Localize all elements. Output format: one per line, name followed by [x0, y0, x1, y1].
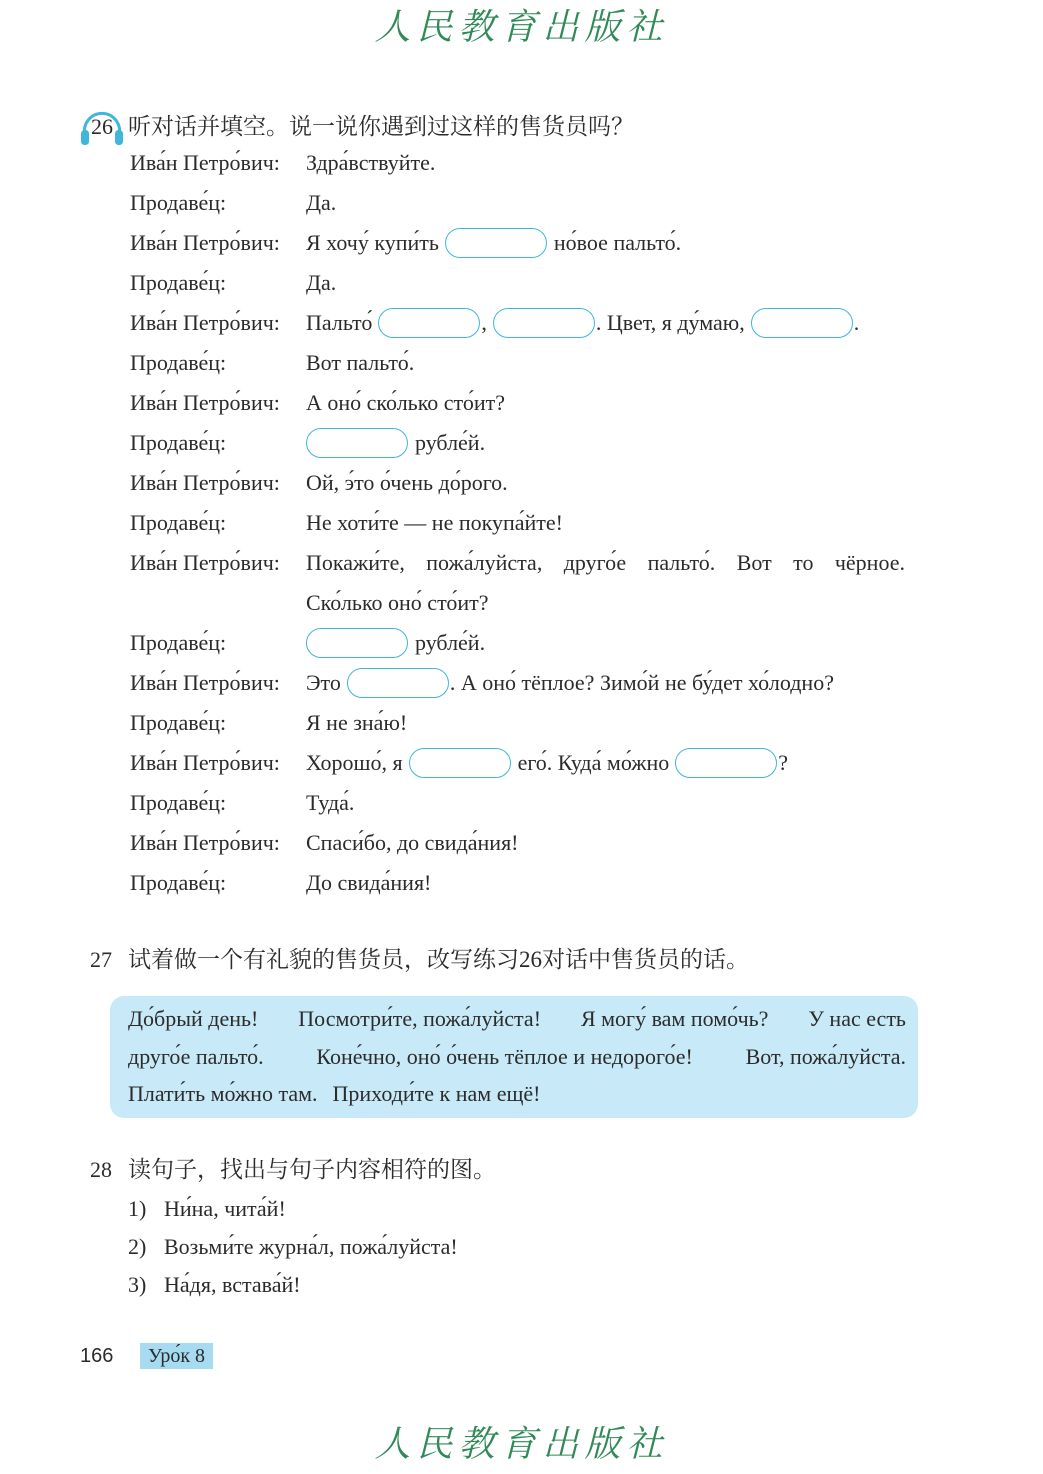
speaker-label: Ива́н Петро́вич: — [130, 310, 280, 335]
line-text — [306, 423, 485, 463]
text-segment: но́вое пальто́. — [553, 230, 682, 255]
line-text — [306, 623, 485, 663]
speaker-label: Продаве́ц: — [130, 270, 227, 295]
list-item — [128, 1190, 286, 1228]
list-item — [128, 1266, 301, 1304]
answer-blank — [347, 668, 449, 698]
text-segment: Вот пальто́. — [306, 350, 415, 375]
dialogue — [130, 143, 920, 903]
text-segment: Ско́лько оно́ сто́ит? — [306, 590, 489, 615]
dialogue-line — [130, 823, 920, 863]
text-segment: Спаси́бо, до свида́ния! — [306, 830, 519, 855]
speaker-label: Продаве́ц: — [130, 790, 227, 815]
exercise-26-number: 26 — [91, 114, 113, 139]
text-segment: ? — [778, 750, 789, 775]
phrase: Приходи́те к нам ещё! — [332, 1081, 541, 1106]
speaker-label: Ива́н Петро́вич: — [130, 550, 280, 575]
speaker-label: Продаве́ц: — [130, 430, 227, 455]
box-line — [128, 1038, 906, 1076]
text-segment: Я не зна́ю! — [306, 710, 408, 735]
dialogue-line — [130, 623, 920, 663]
text-segment: его́. Куда́ мо́жно — [517, 750, 670, 775]
item-number: 1) — [128, 1196, 147, 1221]
dialogue-line — [130, 423, 920, 463]
line-text — [306, 703, 407, 743]
line-text — [306, 743, 788, 783]
text-segment: А оно́ ско́лько сто́ит? — [306, 390, 506, 415]
text-segment: Не хоти́те — не покупа́йте! — [306, 510, 563, 535]
dialogue-line — [130, 783, 920, 823]
page-number: 166 — [80, 1345, 114, 1367]
line-text — [306, 383, 505, 423]
box-line — [128, 1075, 906, 1113]
phrase: До́брый день! — [128, 1006, 259, 1031]
text-segment: Да. — [306, 190, 337, 215]
phrase: Посмотри́те, пожа́луйста! — [298, 1006, 542, 1031]
text-segment: Здра́вствуйте. — [306, 150, 436, 175]
dialogue-line — [130, 383, 920, 423]
line-text — [306, 783, 354, 823]
text-segment: Пальто́ — [306, 310, 373, 335]
text-segment: Туда́. — [306, 790, 355, 815]
speaker-label: Ива́н Петро́вич: — [130, 750, 280, 775]
phrase: У нас есть — [808, 1006, 906, 1031]
dialogue-line — [130, 503, 920, 543]
text-segment: . А оно́ тёплое? Зимо́й не бу́дет хо́лодно? — [449, 670, 834, 695]
text-segment: Да. — [306, 270, 337, 295]
item-number: 2) — [128, 1234, 147, 1259]
dialogue-line — [130, 183, 920, 223]
speaker-label: Продаве́ц: — [130, 190, 227, 215]
dialogue-line — [130, 303, 920, 343]
text-segment: Покажи́те, пожа́луйста, друго́е пальто́. Вот то чёрное. — [306, 550, 905, 575]
phrase: друго́е пальто́. — [128, 1043, 264, 1069]
dialogue-line — [130, 743, 920, 783]
publisher-logo-bottom: 人民教育出版社 — [374, 1424, 669, 1465]
dialogue-line — [130, 343, 920, 383]
phrase: Коне́чно, оно́ о́чень тёплое и недорого́е! — [316, 1043, 693, 1069]
polite-phrases-box — [110, 996, 918, 1118]
line-text — [306, 143, 435, 183]
phrase: Плати́ть мо́жно там. — [128, 1081, 318, 1106]
speaker-label: Продаве́ц: — [130, 630, 227, 655]
exercise-28-instruction: 读句子，找出与句子内容相符的图。 — [128, 1157, 496, 1182]
phrase: Я могу́ вам помо́чь? — [580, 1006, 769, 1031]
phrase: Вот, пожа́луйста. — [745, 1043, 906, 1069]
text-segment: Ой, э́то о́чень до́рого. — [306, 470, 508, 495]
answer-blank — [306, 428, 408, 458]
line-text — [306, 223, 681, 263]
exercise-28-number: 28 — [90, 1157, 112, 1182]
answer-blank — [445, 228, 547, 258]
text-segment: . Цвет, я ду́маю, — [595, 310, 745, 335]
speaker-label: Ива́н Петро́вич: — [130, 390, 280, 415]
speaker-label: Ива́н Петро́вич: — [130, 230, 280, 255]
line-text — [306, 343, 414, 383]
dialogue-line — [130, 663, 920, 703]
publisher-logo-top: 人民教育出版社 — [374, 7, 669, 48]
answer-blank — [409, 748, 511, 778]
speaker-label: Продаве́ц: — [130, 510, 227, 535]
line-text — [306, 663, 834, 703]
exercise-26-instruction: 听对话并填空。说一说你遇到过这样的售货员吗？ — [128, 114, 634, 139]
speaker-label: Ива́н Петро́вич: — [130, 150, 280, 175]
dialogue-line — [130, 223, 920, 263]
answer-blank — [306, 628, 408, 658]
answer-blank — [493, 308, 595, 338]
text-segment: рубле́й. — [415, 630, 486, 655]
item-text: На́дя, встава́й! — [164, 1272, 301, 1297]
line-text — [306, 823, 519, 863]
lesson-tag: Уро́к 8 — [140, 1343, 213, 1369]
dialogue-line — [130, 143, 920, 183]
speaker-label: Ива́н Петро́вич: — [130, 470, 280, 495]
exercise-27-number: 27 — [90, 947, 112, 972]
text-segment: . — [853, 310, 860, 335]
box-line — [128, 1000, 906, 1038]
text-segment: Это — [306, 670, 341, 695]
text-segment: , — [481, 310, 487, 335]
answer-blank — [675, 748, 777, 778]
line-text — [306, 463, 508, 503]
item-number: 3) — [128, 1272, 147, 1297]
dialogue-line — [130, 263, 920, 303]
speaker-label: Продаве́ц: — [130, 870, 227, 895]
text-segment: Я хочу́ купи́ть — [306, 230, 439, 255]
headphones-icon — [78, 103, 126, 151]
answer-blank — [751, 308, 853, 338]
item-text: Ни́на, чита́й! — [164, 1196, 286, 1221]
line-text — [306, 263, 336, 303]
speaker-label: Ива́н Петро́вич: — [130, 670, 280, 695]
speaker-label: Продаве́ц: — [130, 350, 227, 375]
text-segment: рубле́й. — [415, 430, 486, 455]
line-text — [306, 183, 336, 223]
answer-blank — [378, 308, 480, 338]
line-text — [306, 503, 563, 543]
dialogue-line — [130, 463, 920, 503]
dialogue-line — [130, 863, 920, 903]
dialogue-line — [130, 703, 920, 743]
line-text — [306, 303, 859, 343]
line-text — [306, 543, 905, 623]
exercise-27-instruction: 试着做一个有礼貌的售货员，改写练习26对话中售货员的话。 — [128, 947, 749, 972]
item-text: Возьми́те журна́л, пожа́луйста! — [164, 1234, 458, 1259]
line-text — [306, 863, 431, 903]
dialogue-line — [130, 543, 920, 623]
text-segment: Хорошо́, я — [306, 750, 403, 775]
speaker-label: Продаве́ц: — [130, 710, 227, 735]
speaker-label: Ива́н Петро́вич: — [130, 830, 280, 855]
list-item — [128, 1228, 458, 1266]
text-segment: До свида́ния! — [306, 870, 432, 895]
